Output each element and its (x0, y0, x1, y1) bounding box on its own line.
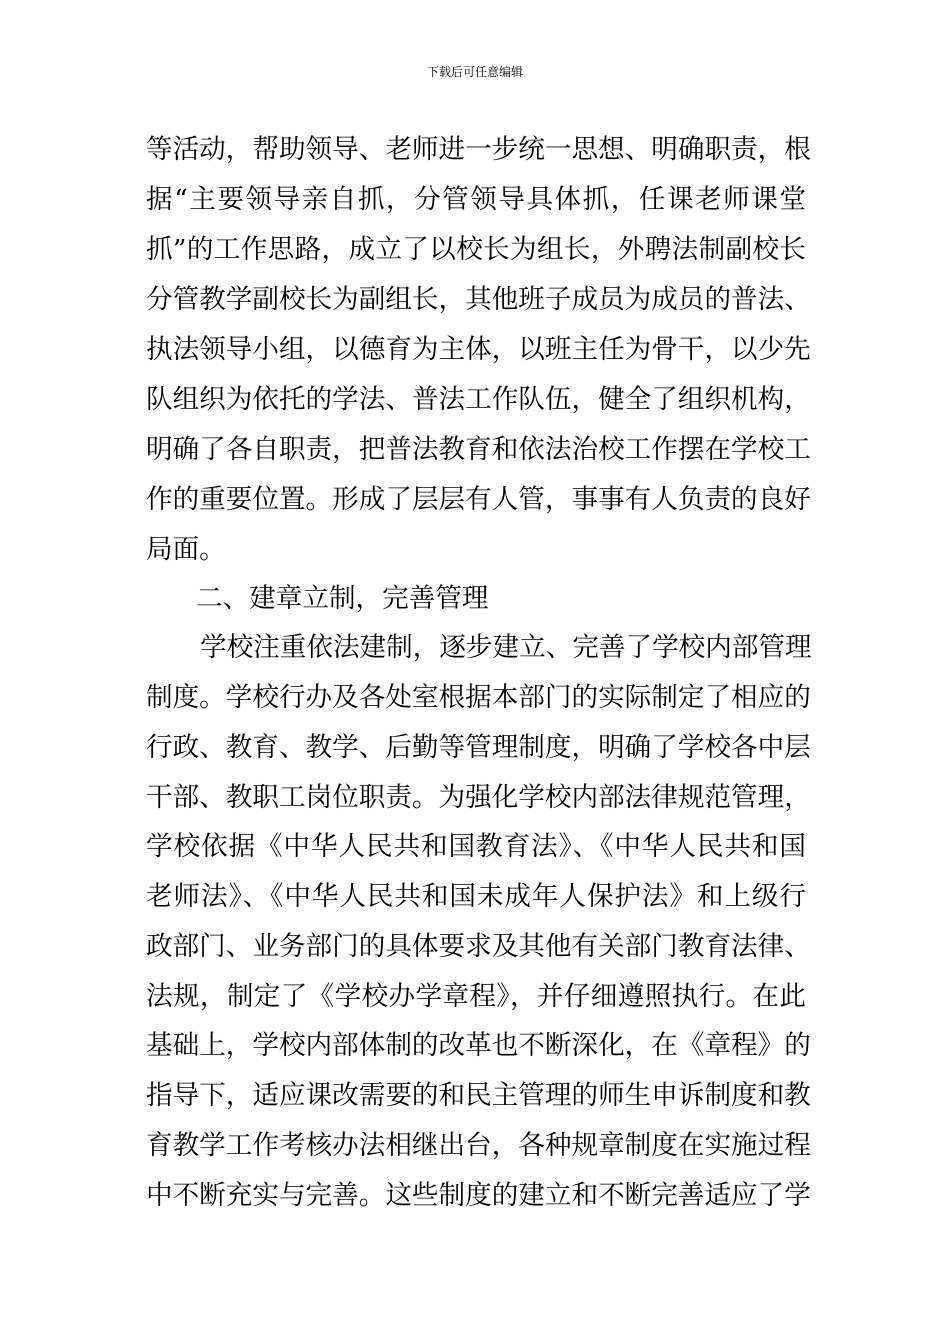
text-line: 据“主要领导亲自抓，分管领导具体抓，任课老师课堂 (146, 184, 806, 215)
page-header: 下载后可任意编辑 (426, 65, 523, 79)
text-line: 法规，制定了《学校办学章程》，并仔细遵照执行。在此 (146, 981, 806, 1012)
text-line: 等活动，帮助领导、老师进一步统一思想、明确职责，根 (146, 134, 811, 165)
text-line: 队组织为依托的学法、普法工作队伍，健全了组织机构， (146, 384, 811, 415)
text-line: 基础上，学校内部体制的改革也不断深化，在《章程》的 (146, 1030, 811, 1061)
text-line: 老师法》、《中华人民共和国未成年人保护法》和上级行 (146, 881, 806, 912)
text-line: 指导下，适应课改需要的和民主管理的师生申诉制度和教 (146, 1080, 811, 1111)
text-line: 学校注重依法建制，逐步建立、完善了学校内部管理 (200, 632, 812, 663)
text-line: 政部门、业务部门的具体要求及其他有关部门教育法律、 (146, 931, 811, 962)
text-line: 制度。学校行办及各处室根据本部门的实际制定了相应的 (146, 682, 811, 713)
text-line: 中不断充实与完善。这些制度的建立和不断完善适应了学 (146, 1180, 811, 1211)
text-line: 学校依据《中华人民共和国教育法》、《中华人民共和国 (146, 831, 806, 862)
text-line: 行政、教育、教学、后勤等管理制度，明确了学校各中层 (146, 732, 811, 763)
text-line: 分管教学副校长为副组长，其他班子成员为成员的普法、 (146, 284, 811, 315)
text-line: 育教学工作考核办法相继出台，各种规章制度在实施过程 (146, 1130, 811, 1161)
text-line: 局面。 (146, 534, 226, 565)
text-line: 作的重要位置。形成了层层有人管，事事有人负责的良好 (146, 484, 811, 515)
text-line: 抓”的工作思路，成立了以校长为组长，外聘法制副校长 (146, 234, 806, 265)
text-line: 明确了各自职责，把普法教育和依法治校工作摆在学校工 (146, 434, 811, 465)
section-heading: 二、建章立制，完善管理 (196, 583, 489, 614)
text-line: 执法领导小组，以德育为主体，以班主任为骨干，以少先 (146, 334, 811, 365)
text-line: 干部、教职工岗位职责。为强化学校内部法律规范管理， (146, 782, 811, 813)
